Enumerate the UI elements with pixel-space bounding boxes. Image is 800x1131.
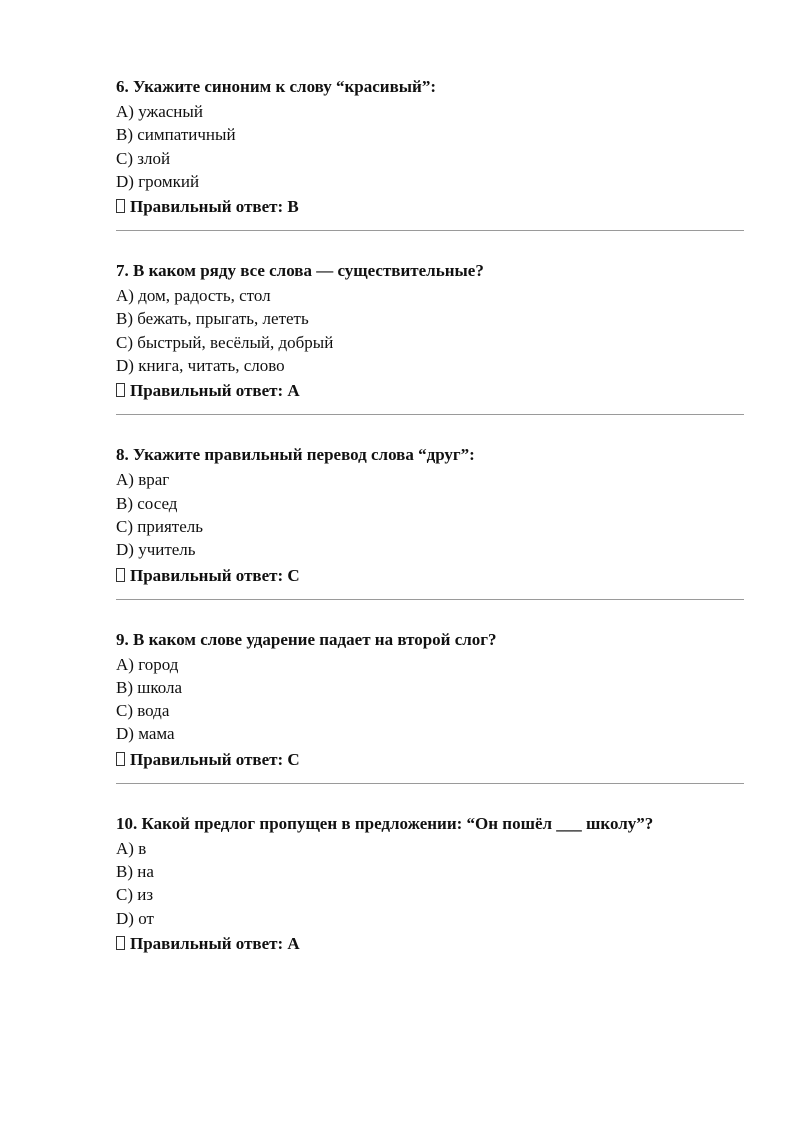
- option-c: C) приятель: [116, 516, 203, 536]
- answer-label: Правильный ответ:: [130, 749, 284, 769]
- option-b: B) симпатичный: [116, 125, 236, 145]
- divider: [116, 230, 744, 231]
- divider: [116, 783, 744, 784]
- correct-answer: [116, 749, 744, 771]
- correct-answer: [116, 380, 744, 402]
- question-8: [116, 444, 744, 599]
- question-title: 7. В каком ряду все слова — существительные?: [116, 261, 484, 281]
- answer-label: Правильный ответ:: [130, 381, 284, 401]
- question-6: [116, 76, 744, 231]
- option-a: A) город: [116, 654, 179, 674]
- missing-glyph-icon: [116, 752, 125, 766]
- option-b: B) сосед: [116, 493, 178, 513]
- question-7: [116, 260, 744, 415]
- option-d: D) книга, читать, слово: [116, 356, 285, 376]
- answer-value: C: [287, 565, 300, 585]
- missing-glyph-icon: [116, 936, 125, 950]
- question-title: 10. Какой предлог пропущен в предложении: “Он пошёл ___ школу”?: [116, 813, 654, 833]
- option-a: A) ужасный: [116, 102, 203, 121]
- option-b: B) на: [116, 862, 154, 882]
- question-title: 8. Укажите правильный перевод слова “друг”:: [116, 445, 475, 465]
- option-c: C) быстрый, весёлый, добрый: [116, 332, 334, 352]
- missing-glyph-icon: [116, 199, 125, 213]
- option-c: C) злой: [116, 148, 171, 168]
- option-c: C) вода: [116, 701, 170, 721]
- option-d: D) учитель: [116, 540, 196, 560]
- question-title: 6. Укажите синоним к слову “красивый”:: [116, 77, 436, 96]
- option-a: A) дом, радость, стол: [116, 286, 271, 306]
- divider: [116, 414, 744, 415]
- answer-label: Правильный ответ:: [130, 565, 284, 585]
- answer-label: Правильный ответ:: [130, 197, 284, 217]
- answer-value: B: [287, 197, 299, 217]
- option-c: C) из: [116, 885, 154, 905]
- question-10: [116, 813, 744, 955]
- answer-value: C: [287, 749, 300, 769]
- correct-answer: [116, 565, 744, 587]
- missing-glyph-icon: [116, 568, 125, 582]
- answer-value: A: [287, 933, 300, 953]
- correct-answer: [116, 196, 744, 218]
- option-a: A) враг: [116, 470, 170, 490]
- question-9: [116, 629, 744, 784]
- divider: [116, 599, 744, 600]
- answer-label: Правильный ответ:: [130, 933, 284, 953]
- answer-value: A: [287, 381, 300, 401]
- option-b: B) бежать, прыгать, лететь: [116, 309, 309, 329]
- option-a: A) в: [116, 838, 147, 858]
- missing-glyph-icon: [116, 383, 125, 397]
- option-d: D) громкий: [116, 171, 200, 191]
- option-b: B) школа: [116, 677, 183, 697]
- option-d: D) от: [116, 908, 154, 928]
- correct-answer: [116, 933, 744, 955]
- quiz-page: [116, 76, 744, 955]
- option-d: D) мама: [116, 724, 175, 744]
- question-title: 9. В каком слове ударение падает на второй слог?: [116, 629, 497, 649]
